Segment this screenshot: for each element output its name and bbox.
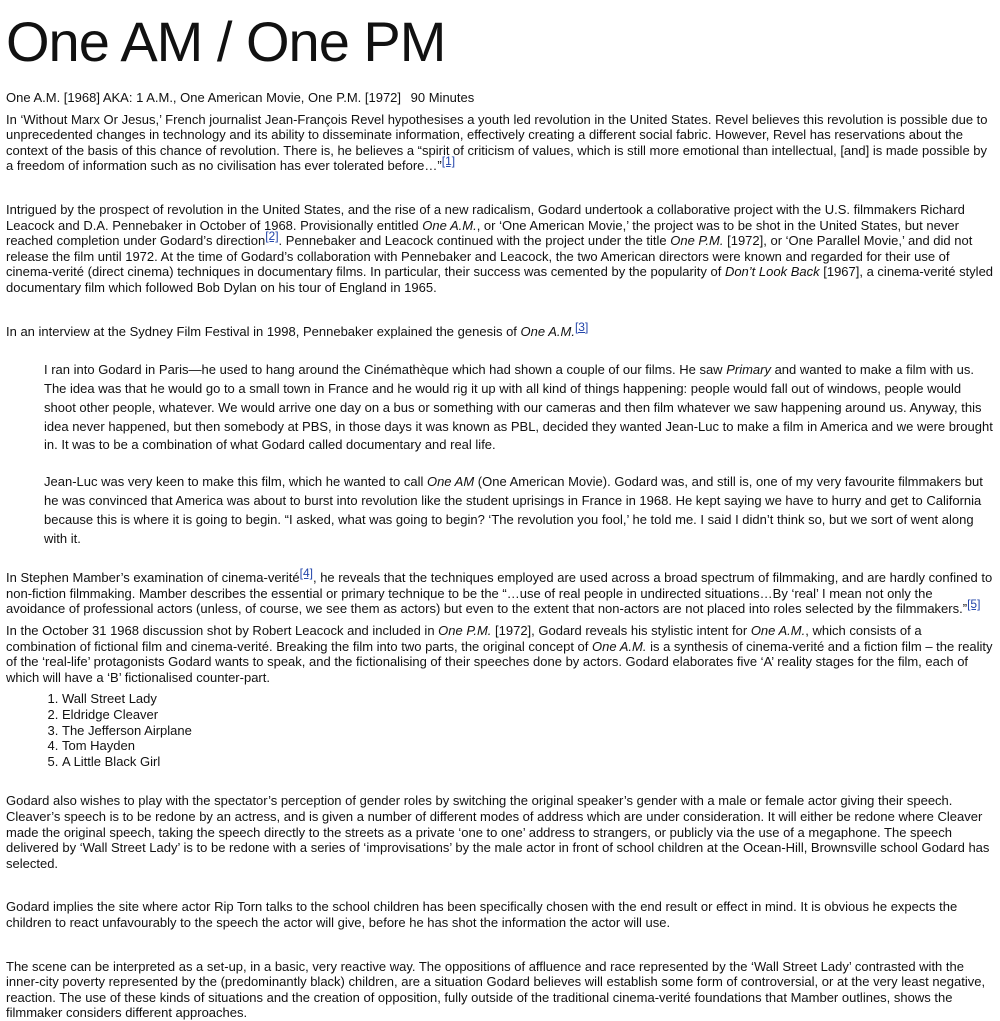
paragraph-mamber: In Stephen Mamber’s examination of cinema-verité[4], he reveals that the techniques employed are used across a broad spectrum of filmmaking, and are hardly confined to non-fiction filmmaking. Mamber describes the essential or primary technique to be the “…use of real people in undirected situations…By ‘real’ I mean not only the avoidance of professional actors (unless, of course, we see them as actors) but even to the extent that non-actors are not placed into roles selected by the filmmakers.”[5] — [6, 566, 993, 617]
paragraph-interview-intro: In an interview at the Sydney Film Festival in 1998, Pennebaker explained the genesis of One A.M.[3] — [6, 319, 589, 339]
reality-stages-list — [6, 691, 994, 769]
paragraph-set-up: The scene can be interpreted as a set-up, in a basic, very reactive way. The oppositions of affluence and race represented by the ‘Wall Street Lady’ contrasted with the inner-city poverty represented by the (predominantly black) children, are a situation Godard believes will establish some form of controversial, or at the very least negative, reaction. The use of these kinds of situations and the creation of opposition, fully outside of the traditional cinema-verité foundations that Mamber outlines, shows the filmmaker considers different approaches. — [6, 958, 986, 1021]
film-duration: 90 Minutes — [410, 90, 475, 105]
film-meta-aka: One A.M. [1968] AKA: 1 A.M., One American Movie, One P.M. [1972] — [6, 90, 402, 105]
footnote-link-1[interactable]: [1] — [441, 154, 456, 169]
paragraph-gender-roles: Godard also wishes to play with the spectator’s perception of gender roles by switching the original speaker’s gender with a male or female actor giving their speech. Cleaver’s speech is to be redone by an actress, and is given a number of different modes of address which are under consideration. It will either be redone where Cleaver made the original speech, taking the speech directly to the streets as a private ‘one to one’ address to strangers, or publicly via the use of a megaphone. The speech delivered by ‘Wall Street Lady’ is to be redone with a series of ‘improvisations’ by the male actor in front of school children at the Ocean-Hill, Brownsville school Godard has selected. — [6, 793, 990, 871]
list-item: 1. Wall Street Lady — [62, 691, 994, 707]
list-item: 4. Tom Hayden — [62, 738, 994, 754]
footnote-link-2[interactable]: [2] — [265, 229, 279, 244]
quote-paragraph: I ran into Godard in Paris—he used to hang around the Cinémathèque which had shown a couple of our films. He saw Primary and wanted to make a film with us. The idea was that he would go to a small town in France and he would rig it up with all kind of things happening: people would fall out of windows, people would shoot other people, whatever. We would arrive one day on a bus or something with our cameras and then film whatever we saw happening around us. Anyway, this idea never happened, but then somebody at PBS, in those days it was known as PBL, decided they wanted Jean-Luc to make a film in America and we were brought in. It was to be a combination of what Godard called documentary and real life. — [44, 362, 993, 453]
footnote-link-3[interactable]: [3] — [574, 319, 589, 334]
paragraph-discussion: In the October 31 1968 discussion shot by Robert Leacock and included in One P.M. [1972], Godard reveals his stylistic intent for One A.M., which consists of a combination of fictional film and cinema-verité. Breaking the film into two parts, the original concept of One A.M. is a synthesis of cinema-verité and a fiction film – the reality of the ‘real-life’ protagonists Godard wants to speak, and the fictionalising of their speeches done by actors. Godard elaborates five ‘A’ reality stages for the film, each of which will have a ‘B’ fictionalised counter-part. — [6, 623, 993, 685]
list-item: 2. Eldridge Cleaver — [62, 707, 994, 723]
list-item: 3. The Jefferson Airplane — [62, 723, 994, 739]
footnote-link-4[interactable]: [4] — [299, 566, 313, 581]
film-meta — [6, 90, 994, 106]
quote-paragraph: Jean-Luc was very keen to make this film, which he wanted to call One AM (One American Movie). Godard was, and still is, one of my very favourite filmmakers but he was convinced that America was about to burst into revolution like the student uprisings in France in 1968. He kept saying we have to hurry and get to California because this is where it is going to begin. “I asked, what was going to begin? ‘The revolution you fool,’ he told me. I said I didn’t think so, but we sort of went along with it. — [44, 474, 983, 546]
pennebaker-quote — [44, 361, 994, 548]
article — [0, 10, 1000, 1021]
paragraph-collaboration: Intrigued by the prospect of revolution in the United States, and the rise of a new radicalism, Godard undertook a collaborative project with the U.S. filmmakers Richard Leacock and D.A. Pennebaker in October of 1968. Provisionally entitled One A.M., or ‘One American Movie,’ the project was to be shot in the United States, but never reached completion under Godard’s direction[2]. Pennebaker and Leacock continued with the project under the title One P.M. [1972], or ‘One Parallel Movie,’ and did not release the film until 1972. At the time of Godard’s collaboration with Pennebaker and Leacock, the two American directors were known and regarded for their use of cinema-verité (direct cinema) techniques in documentary films. In particular, their success was cemented by the popularity of Don’t Look Back [1967], a cinema-verité styled documentary film which followed Bob Dylan on his tour of England in 1965. — [6, 201, 994, 295]
page-title: One AM / One PM — [6, 10, 446, 73]
list-item: 5. A Little Black Girl — [62, 754, 994, 770]
paragraph-revel: In ‘Without Marx Or Jesus,’ French journalist Jean-François Revel hypothesises a youth led revolution in the United States. Revel believes this revolution is possible due to unprecedented changes in technology and its ability to disseminate information, effectively creating a different social fabric. However, Revel has reservations about the context of the basis of this chance of revolution. There is, he believes a “spirit of criticism of values, which is still more emotional than intellectual, [and] is made possible by a freedom of information such as no civilisation has ever tolerated before…”[1] — [6, 111, 988, 174]
paragraph-site-choice: Godard implies the site where actor Rip Torn talks to the school children has been specifically chosen with the end result or effect in mind. It is obvious he expects the children to react unfavourably to the speech the actor will give, before he has shot the information the actor will use. — [6, 899, 958, 930]
footnote-link-5[interactable]: [5] — [967, 597, 981, 612]
